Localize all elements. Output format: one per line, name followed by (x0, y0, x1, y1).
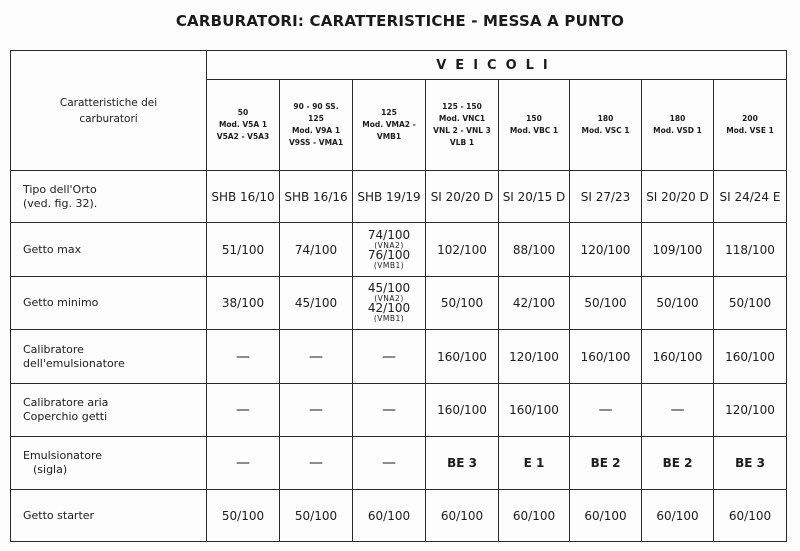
table-row (11, 277, 787, 330)
table-cell: 160/100 (499, 384, 570, 437)
page-title: CARBURATORI: CARATTERISTICHE - MESSA A PUNTO (175, 12, 625, 30)
table-cell: 120/100 (714, 384, 787, 437)
table-cell: — (353, 437, 426, 490)
table-cell: E 1 (499, 437, 570, 490)
table-row (11, 171, 787, 223)
table-cell: 60/100 (353, 490, 426, 542)
table-cell: BE 3 (714, 437, 787, 490)
table-cell: 88/100 (499, 223, 570, 277)
table-cell: BE 2 (642, 437, 714, 490)
table-cell: 51/100 (207, 223, 280, 277)
table-cell: SHB 19/19 (353, 171, 426, 223)
table-cell-stacked: 74/100 (VNA2) 76/100 (VMB1) (353, 223, 426, 277)
table-cell: — (280, 384, 353, 437)
table-cell: 160/100 (714, 330, 787, 384)
table-cell: — (207, 384, 280, 437)
table-cell: 60/100 (426, 490, 499, 542)
table-cell: BE 2 (570, 437, 642, 490)
carburetor-table (10, 50, 787, 542)
table-cell: SI 20/15 D (499, 171, 570, 223)
table-cell: 50/100 (207, 490, 280, 542)
table-row (11, 437, 787, 490)
table-cell: 120/100 (499, 330, 570, 384)
table-row (11, 223, 787, 277)
table-cell: 50/100 (714, 277, 787, 330)
vehicle-header-4: 125 - 150 Mod. VNC1 VNL 2 - VNL 3 VLB 1 (426, 80, 499, 171)
table-cell: 50/100 (280, 490, 353, 542)
vehicle-header-5: 150 Mod. VBC 1 (499, 80, 570, 171)
table-cell: 109/100 (642, 223, 714, 277)
table-cell: 160/100 (642, 330, 714, 384)
table-cell: 160/100 (426, 384, 499, 437)
table-cell: 60/100 (499, 490, 570, 542)
table-row (11, 384, 787, 437)
table-cell: 38/100 (207, 277, 280, 330)
table-cell: — (642, 384, 714, 437)
table-cell: 160/100 (426, 330, 499, 384)
row-label: Emulsionatore (sigla) (11, 437, 207, 490)
table-cell: 60/100 (642, 490, 714, 542)
vehicle-header-1: 50 Mod. V5A 1 V5A2 - V5A3 (207, 80, 280, 171)
table-cell: 50/100 (642, 277, 714, 330)
vehicle-header-3: 125 Mod. VMA2 - VMB1 (353, 80, 426, 171)
vehicle-header-7: 180 Mod. VSD 1 (642, 80, 714, 171)
table-cell: 118/100 (714, 223, 787, 277)
table-cell: 74/100 (280, 223, 353, 277)
table-row (11, 330, 787, 384)
table-cell: 120/100 (570, 223, 642, 277)
table-cell: 42/100 (499, 277, 570, 330)
row-label: Getto minimo (11, 277, 207, 330)
table-cell: 102/100 (426, 223, 499, 277)
table-cell: — (280, 437, 353, 490)
vehicle-header-6: 180 Mod. VSC 1 (570, 80, 642, 171)
table-cell: SI 24/24 E (714, 171, 787, 223)
table-cell-stacked: 45/100 (VNA2) 42/100 (VMB1) (353, 277, 426, 330)
table-cell: — (353, 330, 426, 384)
row-label: Calibratore dell'emulsionatore (11, 330, 207, 384)
table-cell: SI 27/23 (570, 171, 642, 223)
row-label: Tipo dell'Orto (ved. fig. 32). (11, 171, 207, 223)
table-row (11, 490, 787, 542)
header-row-vehicles (11, 51, 787, 80)
row-label: Getto max (11, 223, 207, 277)
vehicles-header: VEICOLI (207, 51, 787, 80)
table-cell: — (353, 384, 426, 437)
table-cell: 50/100 (426, 277, 499, 330)
table-cell: 60/100 (714, 490, 787, 542)
table-cell: 50/100 (570, 277, 642, 330)
characteristics-header: Caratteristiche dei carburatori (11, 51, 207, 171)
table-cell: 45/100 (280, 277, 353, 330)
table-cell: 60/100 (570, 490, 642, 542)
vehicle-header-8: 200 Mod. VSE 1 (714, 80, 787, 171)
row-label: Getto starter (11, 490, 207, 542)
table-cell: 160/100 (570, 330, 642, 384)
row-label: Calibratore aria Coperchio getti (11, 384, 207, 437)
table-cell: — (280, 330, 353, 384)
vehicle-header-2: 90 - 90 SS. 125 Mod. V9A 1 V9SS - VMA1 (280, 80, 353, 171)
table-cell: — (207, 437, 280, 490)
table-cell: SHB 16/10 (207, 171, 280, 223)
table-cell: SI 20/20 D (642, 171, 714, 223)
table-cell: — (207, 330, 280, 384)
table-cell: SHB 16/16 (280, 171, 353, 223)
table-cell: SI 20/20 D (426, 171, 499, 223)
table-cell: — (570, 384, 642, 437)
table-cell: BE 3 (426, 437, 499, 490)
